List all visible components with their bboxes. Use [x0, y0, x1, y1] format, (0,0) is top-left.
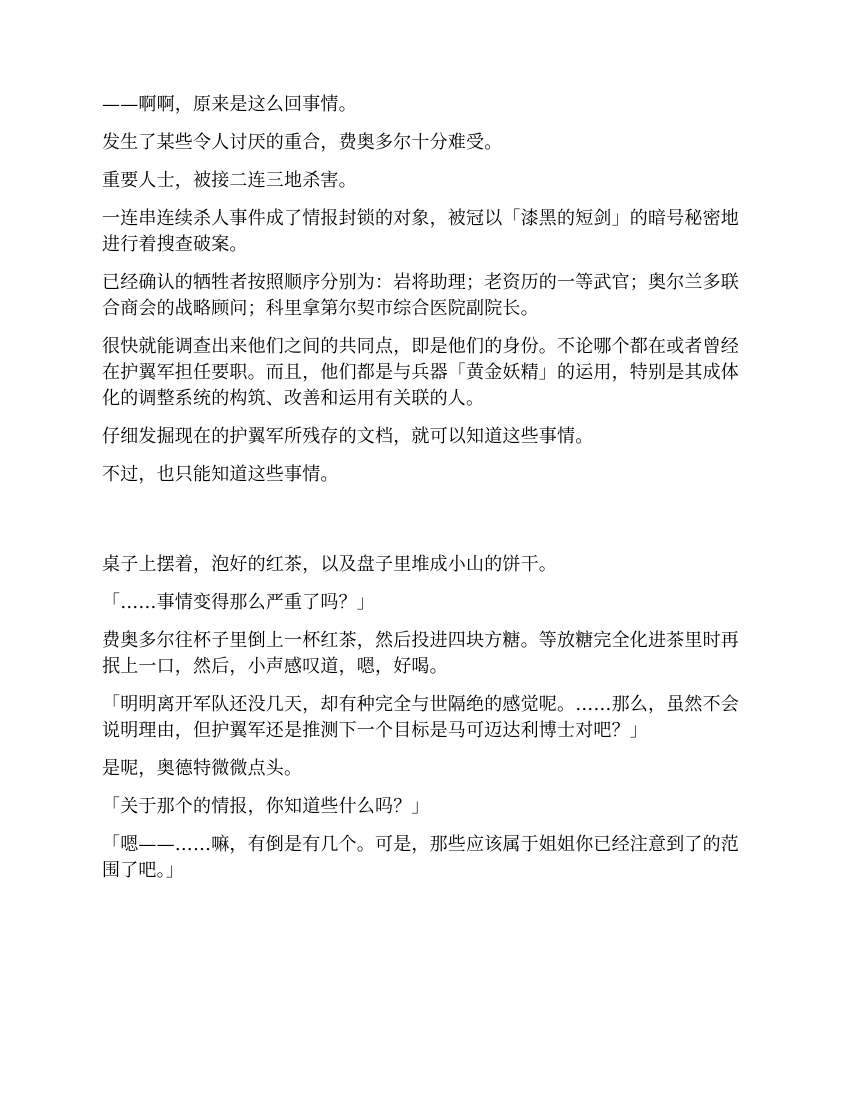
paragraph: 仔细发掘现在的护翼军所残存的文档，就可以知道这些事情。	[102, 426, 594, 447]
paragraph: 费奥多尔往杯子里倒上一杯红茶，然后投进四块方糖。等放糖完全化进茶里时再抿上一口，然后，小声感叹道，嗯，好喝。	[102, 630, 739, 677]
paragraph: 发生了某些令人讨厌的重合，费奥多尔十分难受。	[102, 132, 503, 153]
paragraph: 「嗯——……嘛，有倒是有几个。可是，那些应该属于姐姐你已经注意到了的范围了吧。」	[102, 834, 739, 881]
paragraph: 已经确认的牺牲者按照顺序分别为：岩将助理；老资历的一等武官；奥尔兰多联合商会的战略顾问；科里拿第尔契市综合医院副院长。	[102, 272, 739, 319]
document-page	[102, 92, 750, 896]
paragraph: 「关于那个的情报，你知道些什么吗？」	[102, 796, 430, 817]
paragraph: ——啊啊，原来是这么回事情。	[102, 94, 357, 115]
paragraph: 不过，也只能知道这些事情。	[102, 464, 339, 485]
paragraph: 「……事情变得那么严重了吗？」	[102, 592, 375, 613]
paragraph: 是呢，奥德特微微点头。	[102, 758, 303, 779]
paragraph: 很快就能调查出来他们之间的共同点，即是他们的身份。不论哪个都在或者曾经在护翼军担任要职。而且，他们都是与兵器「黄金妖精」的运用，特别是其成体化的调整系统的构筑、改善和运用有关联的人。	[102, 336, 739, 409]
paragraph: 桌子上摆着，泡好的红茶，以及盘子里堆成小山的饼干。	[102, 554, 557, 575]
paragraph: 重要人士，被接二连三地杀害。	[102, 170, 357, 191]
paragraph: 一连串连续杀人事件成了情报封锁的对象，被冠以「漆黑的短剑」的暗号秘密地进行着搜查破案。	[102, 208, 739, 255]
paragraph: 「明明离开军队还没几天，却有种完全与世隔绝的感觉呢。……那么，虽然不会说明理由，但护翼军还是推测下一个目标是马可迈达利博士对吧？」	[102, 694, 739, 741]
section-break	[102, 500, 750, 552]
